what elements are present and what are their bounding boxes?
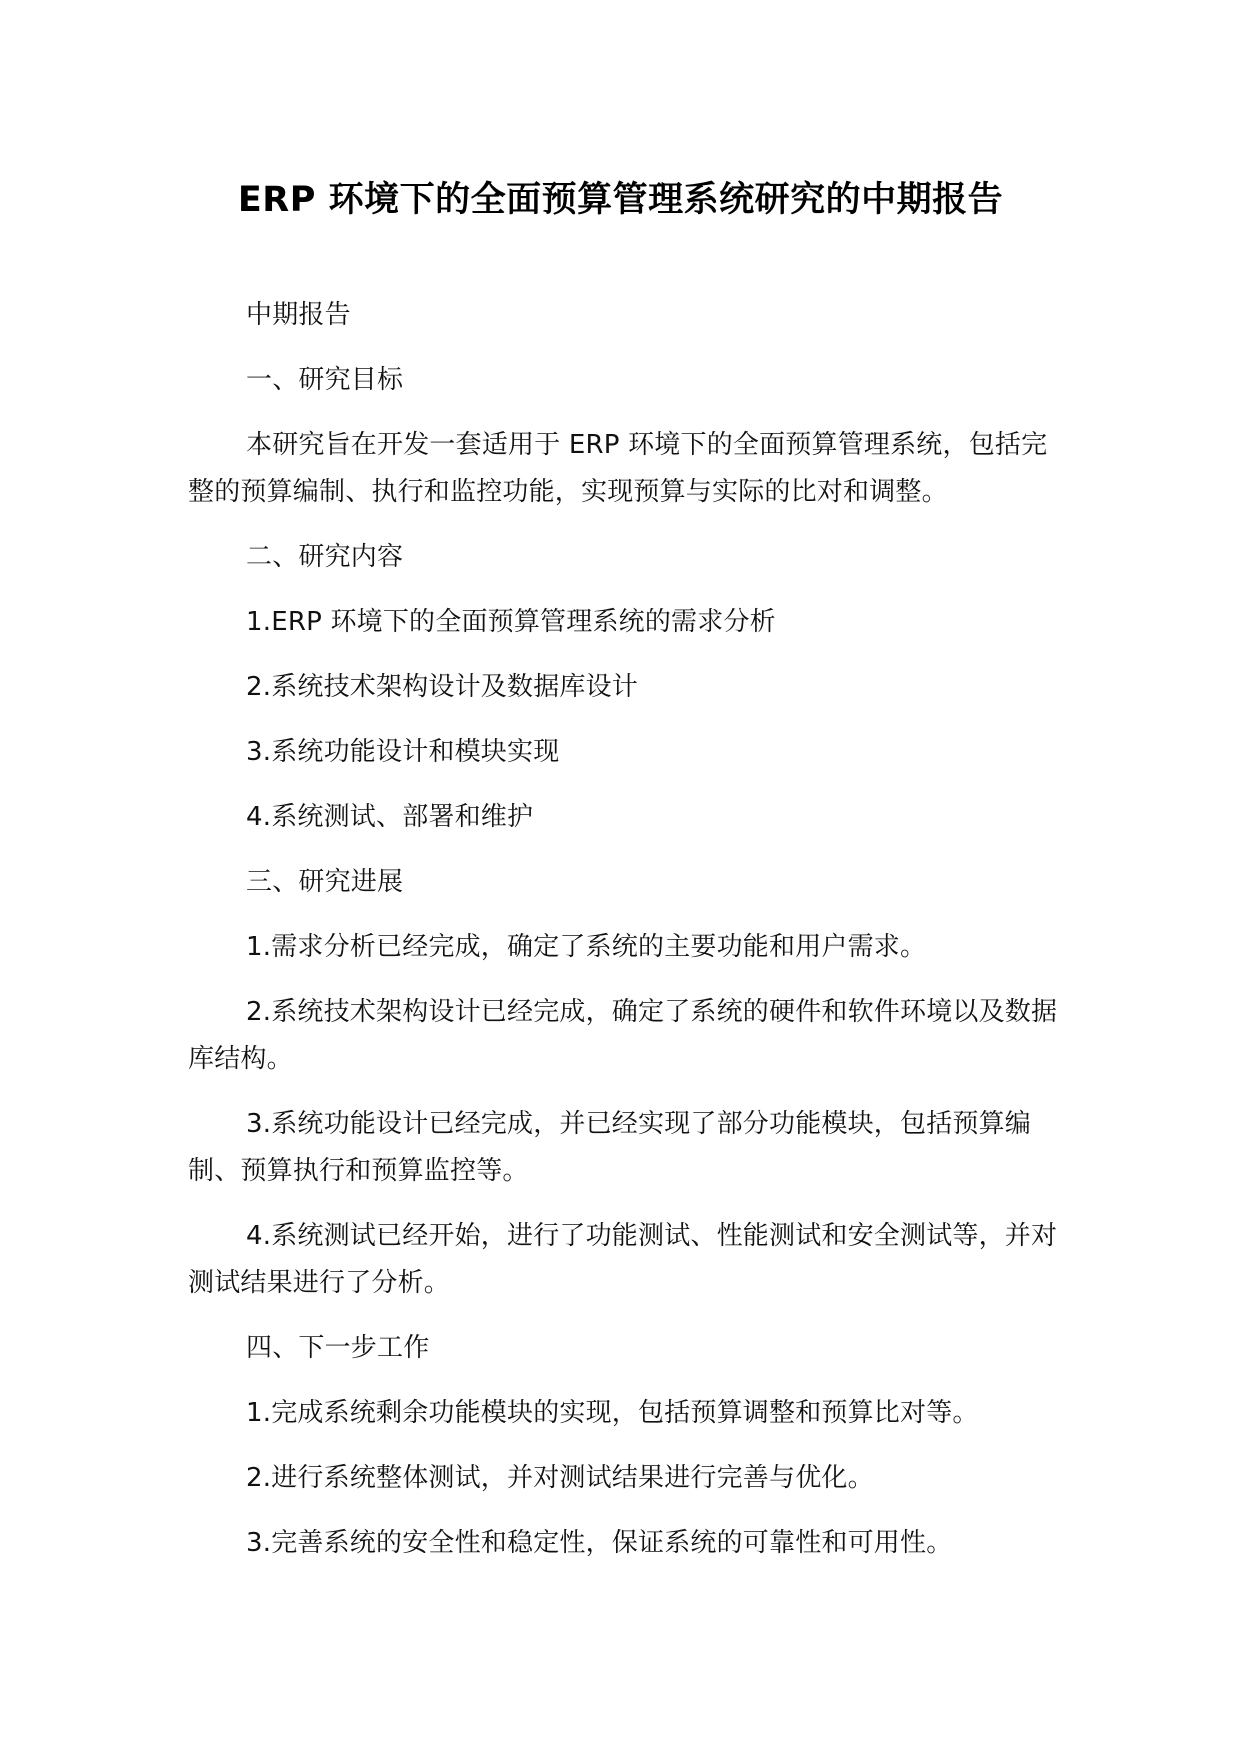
content-item-4: 4.系统测试、部署和维护 xyxy=(246,802,534,832)
document-body xyxy=(188,292,1060,1585)
heading-next-steps: 四、下一步工作 xyxy=(246,1333,430,1363)
content-item-2: 2.系统技术架构设计及数据库设计 xyxy=(246,672,639,702)
heading-research-goal: 一、研究目标 xyxy=(246,365,404,395)
paragraph-research-goal: 本研究旨在开发一套适用于 ERP 环境下的全面预算管理系统，包括完整的预算编制、执行和监控功能，实现预算与实际的比对和调整。 xyxy=(188,430,1048,507)
content-item-3: 3.系统功能设计和模块实现 xyxy=(246,737,560,767)
paragraph-report-label: 中期报告 xyxy=(246,300,351,330)
heading-research-progress: 三、研究进展 xyxy=(246,867,404,897)
content-item-1: 1.ERP 环境下的全面预算管理系统的需求分析 xyxy=(246,607,776,637)
document-title: ERP 环境下的全面预算管理系统研究的中期报告 xyxy=(237,180,1004,220)
progress-item-3: 3.系统功能设计已经完成，并已经实现了部分功能模块，包括预算编制、预算执行和预算监控等。 xyxy=(188,1109,1032,1186)
progress-item-1: 1.需求分析已经完成，确定了系统的主要功能和用户需求。 xyxy=(246,932,927,962)
next-step-item-2: 2.进行系统整体测试，并对测试结果进行完善与优化。 xyxy=(246,1463,874,1493)
progress-item-2: 2.系统技术架构设计已经完成，确定了系统的硬件和软件环境以及数据库结构。 xyxy=(188,997,1058,1074)
heading-research-content: 二、研究内容 xyxy=(246,542,404,572)
next-step-item-3: 3.完善系统的安全性和稳定性，保证系统的可靠性和可用性。 xyxy=(246,1528,953,1558)
next-step-item-1: 1.完成系统剩余功能模块的实现，包括预算调整和预算比对等。 xyxy=(246,1398,979,1428)
progress-item-4: 4.系统测试已经开始，进行了功能测试、性能测试和安全测试等，并对测试结果进行了分析。 xyxy=(188,1221,1058,1298)
